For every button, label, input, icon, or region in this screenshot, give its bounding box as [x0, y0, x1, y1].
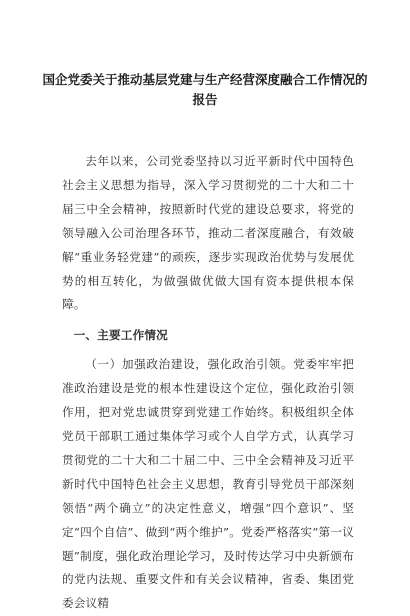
section-paragraph: （一）加强政治建设，强化政治引领。党委牢牢把准政治建设是党的根本性建设这个定位，强化政治引领作用，把对党忠诚贯穿到党建工作始终。积极组织全体党员干部职工通过集体学习或个人自学方式，认真学习贯彻党的二十大和二十届二中、三中全会精神及习近平新时代中国特色社会主义思想，教育引导党员干部深刻领悟“两个确立”的决定性意义，增强“四个意识”、坚定“四个自信”、做到“两个维护”。党委严格落实“第一议题”制度，强化政治理论学习，及时传达学习中央新颁布的党内法规、重要文件和有关会议精神，省委、集团党委会议精: [62, 357, 354, 611]
document-title: 国企党委关于推动基层党建与生产经营深度融合工作情况的报告: [42, 72, 368, 107]
section-heading: 一、主要工作情况: [73, 328, 168, 343]
document-body: [62, 150, 354, 616]
intro-paragraph: 去年以来，公司党委坚持以习近平新时代中国特色社会主义思想为指导，深入学习贯彻党的二十大和二十届三中全会精神，按照新时代党的建设总要求，将党的领导融入公司治理各环节，推动二者深度融合，有效破解“重业务轻党建”的顽疾，逐步实现政治优势与发展优势的相互转化，为做强做优做大国有资本提供根本保障。: [62, 154, 354, 312]
